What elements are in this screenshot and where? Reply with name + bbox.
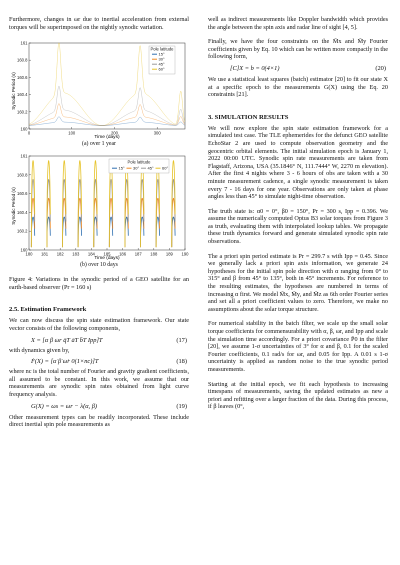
equation-19 — [9, 402, 189, 411]
chart-one-year — [9, 37, 189, 141]
chart-ten-days-xtick-label: 184 — [87, 251, 95, 257]
chart-one-year-ytick-label: 160.4 — [17, 92, 28, 98]
chart-ten-days-xtick-label: 185 — [103, 251, 111, 257]
chart-one-year-xtick-label: 200 — [110, 130, 118, 136]
paragraph-initial-epoch: Starting at the initial epoch, we fit each hypothesis to increasing timespans of measurements, saving the updated estimates as new a priori and refitting over a larger fraction of the data. During this process, if β leaves (0°, — [208, 380, 388, 411]
paragraph-dynamics: with dynamics given by, — [9, 346, 70, 354]
right-column — [208, 0, 388, 411]
chart-one-year-ytick-label: 161 — [20, 40, 28, 46]
equation-18-body: Ḟ(X) = [α̇ β̇ ω̇r 0(1×nc)]T — [31, 358, 99, 366]
chart-one-year-legend-label: 30° — [158, 56, 165, 62]
left-column — [9, 0, 189, 429]
equation-18 — [9, 357, 189, 366]
chart-ten-days-xtick-label: 190 — [181, 251, 189, 257]
chart-one-year-ylabel: Synodic Period (s) — [11, 72, 16, 110]
chart-ten-days-legend-label: 30° — [133, 165, 140, 171]
paragraph-measurement-types: Other measurement types can be readily incorporated. These include direct inertial spin pole measurements as — [9, 413, 189, 429]
paragraph-estimator: We use a statistical least squares (batch) estimator [20] to fit our state X at a specific epoch to the measurements G(X) using the Eq. 20 constraints [21]. — [208, 75, 388, 99]
chart-ten-days-ytick-label: 160.4 — [17, 210, 28, 216]
chart-ten-days-legend-title: Pole latitude — [127, 159, 151, 165]
chart-ten-days-xtick-label: 186 — [119, 251, 127, 257]
chart-ten-days-ytick-label: 160 — [20, 247, 28, 253]
paragraph-numerical-stability: For numerical stability in the batch filter, we scale up the small solar torque coefficients for commensurability with α, β, ωr, and Ipp and scale the simulation time accordingly. For a priori covariance P̄0 in the filter [20], we assume 1-σ uncertainties of 3° for α and β, 0.1 for the scaled Fourier coefficients, 0.1 rad/s for ωr, and 0.05 for Ipp. A 0.01 s 1-σ uncertainty is applied as random noise to the true synodic period measurements. — [208, 320, 388, 373]
figure-caption: Figure 4: Variations in the synodic period of a GEO satellite for an earth-based observer (Pr = 160 s) — [9, 276, 189, 291]
chart-ten-days-legend-label: 15° — [118, 165, 125, 171]
paragraph-coefficients: where nc is the total number of Fourier and gravity gradient coefficients, all assumed to be constant. In this work, we assume that our measurements are synodic spin rates obtained from light curve frequency analysis. — [9, 368, 189, 398]
chart-ten-days-ytick-label: 160.2 — [17, 228, 28, 234]
chart-ten-days-ytick-label: 160.8 — [17, 172, 28, 178]
chart-one-year-caption: (a) over 1 year — [82, 141, 116, 148]
chart-one-year-ytick-label: 160.8 — [17, 57, 28, 63]
equation-17-number: (17) — [176, 336, 187, 344]
equation-17-body: X = [α β ωr q̄T āT b̄T Ipp]T — [31, 336, 103, 344]
intro-paragraph: Furthermore, changes in ωr due to inertial acceleration from external torques will be superimposed on the nightly synodic variation. — [9, 16, 189, 31]
chart-one-year-xlabel: Time (days) — [94, 135, 120, 141]
chart-ten-days-xtick-label: 181 — [41, 251, 49, 257]
paragraph-test-case: We will now explore the spin state estimation framework for a simulated test case. The TLE ephemerides for the defunct GEO satellite EchoStar 2 are used to compute observation geometry and the geocentric orbital elements. The initial simulation epoch is January 1, 2022 00:00 UTC. Synodic spin rate measurements are taken from Flagstaff, Arizona, USA (35.1846° N, 111.7444° W, 2270 m elevation). After the first 4 nights where 3 - 6 hours of obs are taken with a 30 minute measurement cadence, a single synodic measurement is taken every 7 - 16 days for one year. Observations are only taken at phase angles less than 45° to simulate night-time observation. — [208, 124, 388, 201]
paragraph-truth-state: The truth state is: α0 = 0°, β0 = 150°, Pr = 300 s, Ipp = 0.396. We assume the numerically computed Optus B3 solar torques from Figure 3 as truth, evaluating them with interpolated lookup tables. We propagate these truth dynamics forward and generate simulated synodic spin rate observations. — [208, 207, 388, 246]
chart-ten-days-legend-label: 45° — [147, 165, 154, 171]
chart-ten-days-xtick-label: 183 — [72, 251, 80, 257]
chart-ten-days-caption: (b) over 10 days — [80, 262, 118, 269]
chart-ten-days-xtick-label: 189 — [165, 251, 173, 257]
equation-18-number: (18) — [176, 358, 187, 366]
chart-one-year-legend-label: 45° — [158, 61, 165, 67]
equation-19-number: (19) — [176, 402, 187, 410]
chart-one-year-ytick-label: 160.2 — [17, 109, 28, 115]
chart-one-year-legend-title: Pole latitude — [150, 46, 174, 52]
chart-ten-days-ytick-label: 161 — [20, 153, 28, 159]
chart-one-year-legend-label: 60° — [158, 66, 165, 72]
equation-20 — [208, 64, 388, 73]
chart-ten-days-legend-label: 60° — [162, 165, 169, 171]
chart-ten-days-xtick-label: 187 — [134, 251, 142, 257]
equation-17 — [9, 336, 189, 345]
chart-one-year-xtick-label: 0 — [27, 130, 31, 136]
chart-ten-days — [9, 150, 189, 262]
chart-ten-days-xlabel: Time (days) — [94, 256, 120, 262]
section-heading-estimation: 2.5. Estimation Framework — [9, 306, 87, 314]
chart-one-year-legend-label: 15° — [158, 51, 165, 57]
paragraph-state-vector: We can now discuss the spin state estimation framework. Our state vector consists of the following components, — [9, 317, 189, 332]
chart-one-year-ytick-label: 160 — [20, 126, 28, 132]
paragraph-a-priori: The a priori spin period estimate is Pr = 299.7 s with Ipp = 0.45. Since we generally lack a priori spin axis information, we generate 24 hypotheses for the initial spin pole direction with α ranging from 0° to 315° and β from 45° to 135°, both in 45° increments. For reference to the resulting estimates, the hypotheses are numbered in terms of increasing α first. We model M̄x, M̄y, and M̄z as 6th order Fourier series and set all a priori coefficient values to zero. Therefore, we make no assumptions about the solar torque structure. — [208, 252, 388, 313]
chart-one-year-ytick-label: 160.6 — [17, 75, 28, 81]
chart-ten-days-xtick-label: 180 — [25, 251, 33, 257]
paragraph-constraints: Finally, we have the four constraints on the M̄x and M̄y Fourier coefficients given by Eq. 10 which can be written more compactly in the following form, — [208, 38, 388, 61]
chart-ten-days-ylabel: Synodic Period (s) — [11, 187, 16, 225]
chart-ten-days-xtick-label: 182 — [56, 251, 64, 257]
equation-19-body: G(X) = ωs = ωr − λ̇(α, β) — [31, 402, 98, 410]
chart-one-year-xtick-label: 100 — [68, 130, 76, 136]
chart-ten-days-ytick-label: 160.6 — [17, 191, 28, 197]
paragraph-doppler: well as indirect measurements like Doppler bandwidth which provides the angle between the spin axis and radar line of sight [4, 5]. — [208, 16, 388, 31]
chart-ten-days-xtick-label: 188 — [150, 251, 158, 257]
section-heading-simulation: 3. SIMULATION RESULTS — [208, 113, 289, 121]
equation-20-body: [C]X = b = 0(4×1) — [230, 64, 280, 72]
chart-one-year-xtick-label: 300 — [153, 130, 161, 136]
equation-20-number: (20) — [375, 64, 386, 72]
